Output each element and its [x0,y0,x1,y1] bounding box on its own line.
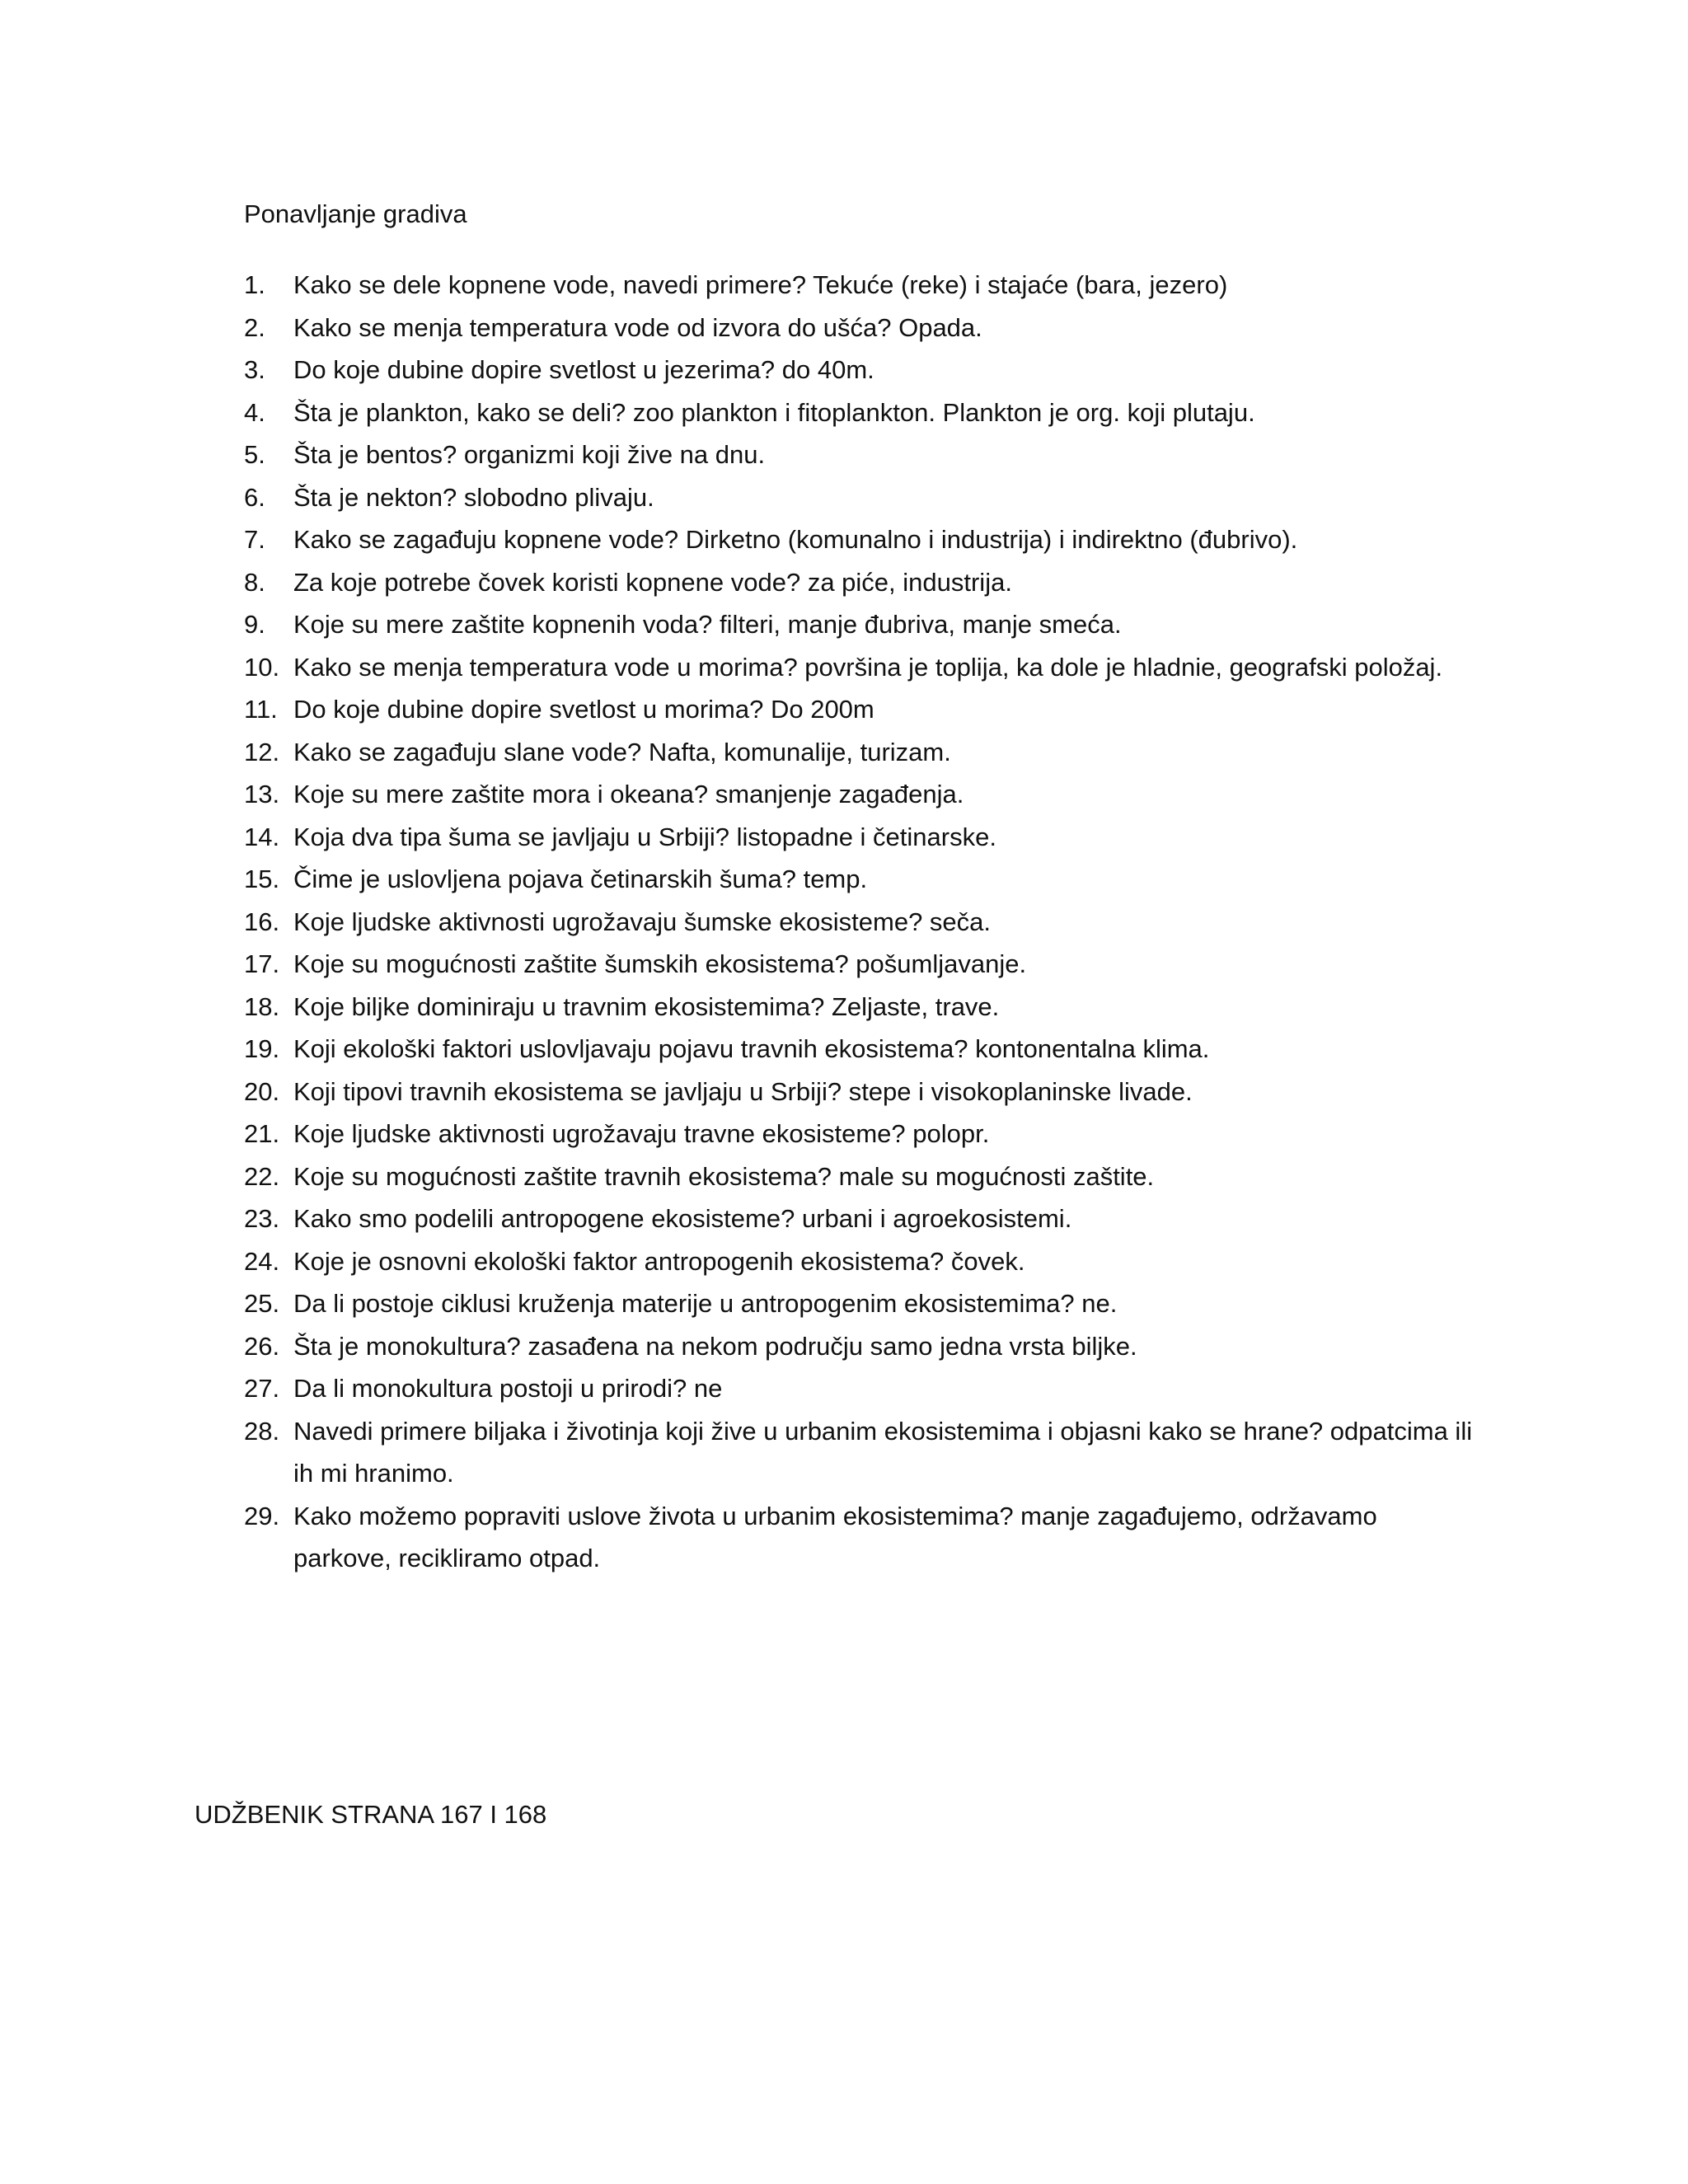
question-text: Koje biljke dominiraju u travnim ekosistemima? Zeljaste, trave. [293,991,1000,1021]
question-text: Kako se menja temperatura vode od izvora do ušća? Opada. [293,312,982,342]
question-text: Koje su mere zaštite kopnenih voda? filteri, manje đubriva, manje smeća. [293,610,1122,639]
question-number: 10. [244,652,280,682]
question-text: Kako možemo popraviti uslove života u urbanim ekosistemima? manje zagađujemo, održavamo parkove, recikliramo otpad. [293,1501,1377,1572]
question-item [0,1197,1480,1240]
question-item [0,646,1480,689]
question-item [0,518,1480,561]
question-text: Čime je uslovljena pojava četinarskih šuma? temp. [293,865,868,893]
question-text: Kako se menja temperatura vode u morima? površina je toplija, ka dole je hladnie, geografski položaj. [293,652,1443,682]
question-number: 22. [244,1161,280,1191]
question-text: Koje je osnovni ekološki faktor antropogenih ekosistema? čovek. [293,1246,1025,1276]
question-text: Koji ekološki faktori uslovljavaju pojavu travnih ekosistema? kontonentalna klima. [293,1034,1210,1063]
question-item [0,1028,1480,1071]
question-number: 8. [244,567,265,597]
question-number: 23. [244,1204,280,1233]
question-item [0,434,1480,476]
question-item [0,1325,1480,1368]
question-item [0,1410,1480,1495]
question-text: Šta je plankton, kako se deli? zoo plankton i fitoplankton. Plankton je org. koji plutaju. [293,397,1255,427]
question-number: 6. [244,482,265,512]
question-number: 20. [244,1076,280,1106]
question-text: Kako se zagađuju slane vode? Nafta, komunalije, turizam. [293,737,951,766]
question-text: Koje ljudske aktivnosti ugrožavaju šumske ekosisteme? seča. [293,907,992,936]
question-item [0,943,1480,986]
question-item [0,1495,1480,1580]
question-number: 15. [244,865,280,893]
question-item [0,264,1480,307]
question-item [0,1071,1480,1113]
question-item [0,476,1480,519]
page-heading: Ponavljanje gradiva [244,199,467,228]
question-item [0,1367,1480,1410]
question-text: Za koje potrebe čovek koristi kopnene vode? za piće, industrija. [293,567,1012,597]
question-text: Koje su mogućnosti zaštite travnih ekosistema? male su mogućnosti zaštite. [293,1161,1155,1191]
question-number: 27. [244,1374,280,1403]
question-text: Da li postoje ciklusi kruženja materije u antropogenim ekosistemima? ne. [293,1289,1118,1318]
question-item [0,858,1480,901]
question-text: Koje su mogućnosti zaštite šumskih ekosistema? pošumljavanje. [293,949,1027,978]
question-item [0,816,1480,859]
question-text: Kako se dele kopnene vode, navedi primere? Tekuće (reke) i stajaće (bara, jezero) [293,270,1228,299]
question-number: 17. [244,949,280,978]
question-number: 26. [244,1331,280,1361]
question-text: Koji tipovi travnih ekosistema se javljaju u Srbiji? stepe i visokoplaninske livade. [293,1076,1193,1106]
question-item [0,1282,1480,1325]
question-text: Kako smo podelili antropogene ekosisteme? urbani i agroekosistemi. [293,1204,1072,1233]
question-number: 13. [244,780,280,808]
question-item [0,349,1480,391]
question-number: 11. [244,695,278,724]
question-number: 14. [244,822,280,851]
question-item [0,1240,1480,1283]
question-item [0,731,1480,774]
question-number: 28. [244,1416,280,1446]
question-number: 2. [244,312,265,342]
question-number: 9. [244,610,265,639]
question-text: Do koje dubine dopire svetlost u jezerima? do 40m. [293,355,874,384]
question-item [0,986,1480,1029]
question-number: 12. [244,737,280,766]
question-item [0,1113,1480,1155]
question-item [0,773,1480,816]
question-number: 25. [244,1289,280,1318]
question-text: Šta je monokultura? zasađena na nekom području samo jedna vrsta biljke. [293,1331,1137,1361]
question-item [0,688,1480,731]
question-number: 1. [244,270,265,299]
question-number: 16. [244,907,280,936]
question-text: Šta je bentos? organizmi koji žive na dnu. [293,440,766,469]
question-text: Koje su mere zaštite mora i okeana? smanjenje zagađenja. [293,780,964,808]
question-item [0,561,1480,604]
question-text: Navedi primere biljaka i životinja koji žive u urbanim ekosistemima i objasni kako se hrane? odpatcima ili ih mi hranimo. [293,1416,1473,1488]
question-text: Da li monokultura postoji u prirodi? ne [293,1374,723,1403]
question-item [0,307,1480,349]
question-item [0,603,1480,646]
question-text: Do koje dubine dopire svetlost u morima? Do 200m [293,695,874,724]
question-item [0,1155,1480,1198]
question-item [0,901,1480,944]
question-number: 24. [244,1246,280,1276]
question-list [0,264,1688,1580]
question-number: 19. [244,1034,280,1063]
question-text: Koje ljudske aktivnosti ugrožavaju travne ekosisteme? polopr. [293,1119,990,1148]
question-text: Koja dva tipa šuma se javljaju u Srbiji? listopadne i četinarske. [293,822,996,851]
question-number: 7. [244,525,265,554]
textbook-reference: UDŽBENIK STRANA 167 I 168 [195,1800,547,1829]
question-number: 18. [244,991,280,1021]
question-text: Šta je nekton? slobodno plivaju. [293,482,654,512]
question-number: 5. [244,440,265,469]
question-number: 3. [244,355,265,384]
question-item [0,391,1480,434]
question-number: 29. [244,1501,280,1530]
question-number: 4. [244,397,265,427]
question-text: Kako se zagađuju kopnene vode? Dirketno (komunalno i industrija) i indirektno (đubrivo). [293,525,1298,554]
question-number: 21. [244,1119,280,1148]
